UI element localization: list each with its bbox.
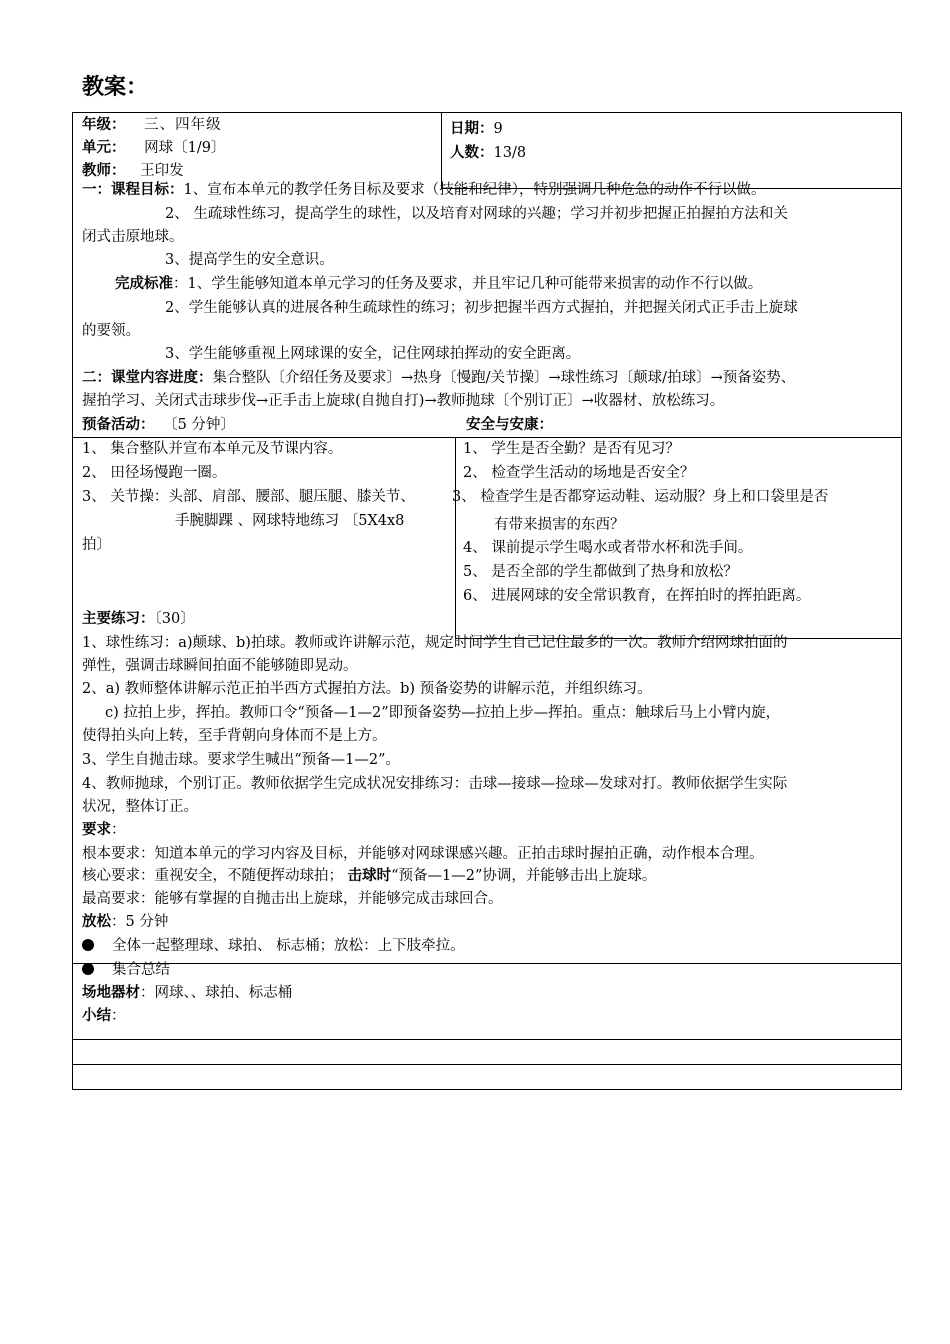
unit-row <box>82 138 225 158</box>
equipment-value: ：网球、、球拍、标志桶 <box>140 985 293 1001</box>
safety-item-3: 3、 检查学生是否都穿运动鞋、运动服？身上和口袋里是否 <box>452 489 829 505</box>
date-row <box>450 119 503 139</box>
main-p4b: 状况，整体订正。 <box>82 799 198 815</box>
warmup-label: 预备活动： <box>82 416 155 433</box>
relax-bullet-2: 集合总结 <box>82 960 170 980</box>
main-duration: 〔30〕 <box>154 611 195 627</box>
main-label: 主要练习： <box>82 610 155 627</box>
relax-duration: ：5 分钟 <box>111 914 169 930</box>
warmup-duration: 〔5 分钟〕 <box>163 417 235 433</box>
standards-line-3: 3、学生能够重视上网球课的安全，记住网球拍挥动的安全距离。 <box>165 346 581 362</box>
main-p2c: c) 拉拍上步，挥拍。教师口令“预备—1—2”即预备姿势—拉拍上步—挥拍。重点：触球后马上小臂内旋， <box>105 705 781 721</box>
goals-line-2b: 闭式击原地球。 <box>82 229 184 245</box>
main-p1: 1、球性练习：a)颠球、b)拍球。教师或许讲解示范，规定时间学生自己记住最多的一次。教师介绍网球拍面的 <box>82 635 788 651</box>
grade-label: 年级： <box>82 116 126 133</box>
standards-line-2: 2、学生能够认真的进展各种生疏球性的练习；初步把握半西方式握拍，并把握关闭式正手击上旋球 <box>165 300 798 316</box>
main-p4: 4、教师抛球，个别订正。教师依据学生完成状况安排练习：击球—接球—捡球—发球对打。教师依据学生实际 <box>82 776 788 792</box>
bullet-icon <box>82 963 94 975</box>
warmup-item-3: 3、 关节操：头部、肩部、腰部、腿压腿、膝关节、 <box>82 489 415 505</box>
req-core: 核心要求：重视安全，不随便挥动球拍； 击球时“预备—1—2”协调，并能够击出上旋球。 <box>82 867 657 884</box>
goals-line-2: 2、 生疏球性练习，提高学生的球性，以及培育对网球的兴趣；学习并初步把握正拍握拍方法和关 <box>165 206 788 222</box>
grade-value: 三、四年级 <box>144 117 222 133</box>
relax-bullet-1: 全体一起整理球、球拍、 标志桶；放松：上下肢牵拉。 <box>82 936 465 956</box>
equipment-row <box>82 983 292 1003</box>
teacher-value: 王印发 <box>140 163 184 179</box>
date-label: 日期： <box>450 120 494 137</box>
standards-line-2b: 的要领。 <box>82 323 140 339</box>
safety-item-3b: 有带来损害的东西？ <box>494 517 625 533</box>
page-title: 教案： <box>82 74 149 100</box>
progress-label: 二：课堂内容进度： <box>82 369 213 386</box>
goals-line-3: 3、提高学生的安全意识。 <box>165 252 334 268</box>
date-value: 9 <box>493 121 503 137</box>
warmup-item-1: 1、 集合整队并宣布本单元及节课内容。 <box>82 441 343 457</box>
main-p2cb: 使得拍头向上转，至手背朝向身体而不是上方。 <box>82 728 387 744</box>
goals-line-1: 一：课程目标：1、宣布本单元的教学任务目标及要求（技能和纪律），特别强调几种危急的动作不行以做。 <box>82 181 766 198</box>
unit-label: 单元： <box>82 139 126 156</box>
warmup-item-3c: 拍〕 <box>82 537 111 553</box>
count-value: 13/8 <box>493 145 527 161</box>
grade-row <box>82 115 222 135</box>
bullet-icon <box>82 939 94 951</box>
safety-item-2: 2、 检查学生活动的场地是否安全？ <box>463 465 695 481</box>
warmup-header <box>82 415 235 435</box>
main-p1b: 弹性，强调击球瞬间拍面不能够随即晃动。 <box>82 658 358 674</box>
summary-row: 小结： <box>82 1007 126 1024</box>
equipment-label: 场地器材 <box>82 984 140 1001</box>
req-header: 要求： <box>82 821 126 838</box>
safety-item-1: 1、 学生是否全勤？是否有见习？ <box>463 441 680 457</box>
goals-label: 一：课程目标： <box>82 181 184 198</box>
main-p2: 2、a) 教师整体讲解示范正拍半西方式握拍方法。b) 预备姿势的讲解示范，并组织练习。 <box>82 681 652 697</box>
safety-label: 安全与安康： <box>466 416 553 433</box>
count-label: 人数： <box>450 144 494 161</box>
warmup-item-3b: 手腕脚踝 、网球特地练习 〔5X4x8 <box>175 513 405 529</box>
summary-label: 小结 <box>82 1007 111 1024</box>
safety-item-5: 5、 是否全部的学生都做到了热身和放松？ <box>463 564 738 580</box>
relax-header <box>82 912 168 932</box>
progress-line-1: 二：课堂内容进度：集合整队〔介绍任务及要求〕→热身〔慢跑/关节操〕→球性练习〔颠球/拍球〕→预备姿势、 <box>82 369 796 386</box>
warmup-item-2: 2、 田径场慢跑一圈。 <box>82 465 227 481</box>
teacher-label: 教师： <box>82 162 126 179</box>
progress-line-2: 握拍学习、关闭式击球步伐→正手击上旋球(自抛自打)→教师抛球〔个别订正〕→收器材、放松练习。 <box>82 393 725 409</box>
req-top: 最高要求：能够有掌握的自抛击出上旋球，并能够完成击球回合。 <box>82 891 503 907</box>
standards-label: 完成标准 <box>115 275 173 292</box>
main-p3: 3、学生自抛击球。要求学生喊出“预备—1—2”。 <box>82 752 401 768</box>
count-row <box>450 143 526 163</box>
main-header <box>82 609 195 629</box>
unit-value: 网球〔1/9〕 <box>144 140 226 156</box>
safety-item-4: 4、 课前提示学生喝水或者带水杯和洗手间。 <box>463 540 753 556</box>
safety-item-6: 6、 进展网球的安全常识教育，在挥拍时的挥拍距离。 <box>463 588 811 604</box>
teacher-row <box>82 161 184 181</box>
relax-label: 放松 <box>82 913 111 930</box>
req-label: 要求 <box>82 821 111 838</box>
standards-line-1: 完成标准：1、学生能够知道本单元学习的任务及要求，并且牢记几种可能带来损害的动作不行以做。 <box>115 275 763 292</box>
req-basic: 根本要求：知道本单元的学习内容及目标，并能够对网球课感兴趣。正拍击球时握拍正确，动作根本合理。 <box>82 846 764 862</box>
